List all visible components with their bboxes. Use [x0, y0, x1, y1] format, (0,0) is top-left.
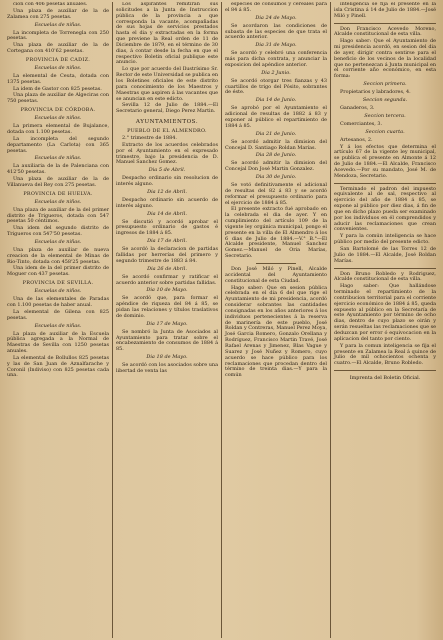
subheading: Seccion tercera.: [364, 112, 406, 119]
paragraph: Se acordó admitir la dimision del Concejal D. Santiago Roldan Marías.: [225, 138, 327, 151]
paragraph: Extracto de los acuerdos celebrados por el Ayuntamiento en el expresado trimestre, bajo la presidencia de D. Manuel Sanchez Gomez.: [116, 141, 218, 166]
paragraph: El presente extracto fué aprobado en la celebrada el dia de ayer. Y en cumplimiento del artículo 109 de la vigente ley orgánica municipal, pongo el presente en la villa de El Almendro á los 6 dias de Julio de 1884.—V.° B.°—El Alcalde presidente, Manuel Sanchez Gomez.—Manuel de Oria Marías, Secretario.: [225, 206, 327, 260]
subheading: Dia 26 de Abril.: [147, 265, 187, 272]
paragraph: Se acordó la declaracion de partidas fallidas por herrerías del primero y segundo trimestre de 1883 á 84.: [116, 246, 218, 264]
paragraph: Y para la común inteligencia se hace público por medio del presente edicto.: [334, 233, 436, 246]
paragraph: Se acordó otorgar tres fianzas y 43 cuartillos de trigo del Pósito, sobrantes de éste.: [225, 77, 327, 96]
subheading: Escuelas de niñas.: [34, 21, 82, 28]
paragraph: Hago saber: Que hallándose terminado el repartimiento de la contribucion territorial para el corriente ejercicio económico de 1884 á 85, queda expuesto al público en la Secretaría de este Ayuntamiento por término de ocho dias, dentro de cuyo plazo se oirán y serán resueltas las reclamaciones que se deduzcan por error ó equivocacion en la aplicacion del tanto por ciento.: [334, 283, 436, 342]
paragraph: Una plaza de auxiliar de Algeciras con 750 pesetas.: [7, 92, 109, 105]
paragraph: Se acordaron las condiciones de subasta de las especies de que trata el acuerdo anterior.: [225, 22, 327, 41]
divider: [334, 183, 436, 184]
subheading: Dia 12 de Abril.: [147, 188, 187, 195]
subheading: Dia 17 de Abril.: [147, 238, 187, 245]
imprint-line: Imprenta del Boletin Oficial.: [349, 375, 421, 382]
paragraph: 2.° trimestre de 1884.: [122, 135, 177, 142]
paragraph: Una plaza de auxiliar de la de Zalamea con 275 pesetas.: [7, 7, 109, 20]
paragraph: Comerciantes, 3.: [340, 120, 383, 127]
paragraph: inteligencia se fija el presente en la isla Cristina á 14 de Julio de 1884.—José Miló y Pinell.: [334, 2, 436, 19]
page-columns: [4, 2, 439, 638]
subheading: Dia 2 Junio.: [261, 69, 291, 76]
divider: [334, 268, 436, 269]
section-heading: PROVINCIA DE HUELVA.: [23, 190, 93, 197]
paragraph: Una idem del segundo distrito de Trigueros con 547'50 pesetas.: [7, 225, 109, 238]
paragraph: Los aspirantes remitirán sus solicitudes a la Junta de Instruccion pública de la provincia a que corresponda la vacante, acompañadas de sus hojas de servicios prestados hasta el dia y extractadas en la forma que previene la Real orden de 11 de Diciembre de 1879, en el término de 30 dias, á contar desde la fecha en que el respectivo Boletin oficial publique este anuncio.: [116, 2, 218, 66]
divider: [334, 370, 436, 371]
paragraph: Artesanos, 2.: [340, 136, 373, 143]
subheading: Dia 31 de Mayo.: [255, 42, 297, 49]
subheading: Seccion primera.: [363, 81, 407, 88]
subheading: Escuelas de niños.: [34, 198, 82, 205]
paragraph: Se acordó que, para formar el apéndice de riqueza del 84 á 85, se pidan las relaciones y títulos traslativos de dominio.: [116, 295, 218, 319]
subheading: Dia 18 de Mayo.: [146, 354, 188, 361]
paragraph: Y á los efectos que determina el artículo 67 de la vigente ley municipal, se publica el presente en Almonte á 12 de Julio de 1884.—El Alcalde, Francisco Acevedo.—Por su mandato, José M. de Mendoza, Secretario.: [334, 143, 436, 179]
subheading: Escuelas de niños.: [34, 288, 82, 295]
paragraph: Despacho ordinario sin acuerdo de interés alguno.: [116, 196, 218, 209]
paragraph: Se acordó con los asociados sobre una libertad de venta las: [116, 362, 218, 374]
section-title: AYUNTAMIENTOS.: [135, 119, 199, 126]
paragraph: La elemental de Gilena con 825 pesetas.: [7, 308, 109, 321]
paragraph: La auxiliaria de la de Palenciana con 412'50 pesetas.: [7, 163, 109, 176]
paragraph: Ganaderos, 3.: [340, 104, 375, 111]
subheading: Dia 5 de Abril.: [148, 167, 186, 174]
subheading: Dia 10 de Mayo.: [146, 287, 188, 294]
paragraph: Se votó definitivamente el adicional de resultas del 82 á 83 y se acordó reformar el presupuesto ordinario para el ejercicio de 1884 á 85.: [225, 182, 327, 206]
paragraph: Terminado el padron del impuesto equivalente al de sal, respectivo al ejercicio del año de 1884 á 85, se expone al público por diez dias, á fin de que en dicho plazo pueda ser examinado por los individuos en él comprendidos y aducir las reclamaciones que crean convenientes.: [334, 185, 436, 233]
paragraph: Una plaza de auxiliar de la de Cortegana con 410'62 pesetas.: [7, 42, 109, 55]
subheading: Escuelas de niñas.: [34, 238, 82, 245]
paragraph: Una plaza de auxiliar de la de Villanueva del Rey con 275 pesetas.: [7, 176, 109, 188]
paragraph: Lo que por acuerdo del Ilustrísimo Sr. Rector de este Universidad se publica en los Boletines oficiales de este distrito para conocimiento de los Maestros y Maestras que aspiren á las vacantes que se anuncian en este edicto.: [116, 66, 218, 102]
subheading: Dia 30 de Junio.: [255, 174, 297, 181]
divider: [256, 263, 297, 264]
paragraph: Don Bruno Robledo y Rodriguez, Alcalde constitucional de esta villa.: [334, 270, 436, 283]
section-heading: PUEBLO DE EL ALMENDRO.: [127, 128, 207, 135]
paragraph: Se acordó y celebró una conferencia más para dicha contrata, y anunciar la exposicion del apéndice anterior.: [225, 50, 327, 68]
paragraph: La incompleta del segundo departamento (La Carlota) con 365 pesetas.: [7, 135, 109, 154]
subheading: Dia 17 de Mayo.: [146, 320, 188, 327]
column-2: [112, 2, 221, 638]
section-heading: PROVINCIA DE CÓRDOBA.: [20, 107, 96, 114]
paragraph: La elemental de Ceuta, dotada con 1375 pesetas.: [7, 72, 109, 85]
section-heading: PROVINCIA DE SEVILLA.: [22, 280, 94, 287]
paragraph: La primera elemental de Bujalance, dotada con 1.100 pesetas.: [7, 123, 109, 135]
paragraph: La incompleta de Torrenegla con 250 pesetas.: [7, 29, 109, 42]
subheading: Dia 14 de Junio.: [255, 97, 297, 104]
subheading: Escuelas de niños.: [34, 115, 82, 122]
paragraph: Se acordó confirmar y ratificar el acuerdo anterior sobre partidas fallidas.: [116, 273, 218, 286]
paragraph: Se nombró la Junta de Asociados al Ayuntamiento para tratar sobre el encabezamiento de consumos de 1884 á 85.: [116, 328, 218, 353]
subheading: Dia 24 de Mayo.: [255, 14, 297, 21]
paragraph: Una idem de la del primer distrito de Moguer con 437 pesetas.: [7, 265, 109, 278]
paragraph: cion con 406 pesetas anuales.: [13, 2, 88, 7]
paragraph: Se discutió y acordó aprobar el presupuesto ordinario de gastos é ingresos de 1884 á 85.: [116, 218, 218, 237]
paragraph: Una de las elementales de Paradas con 1.100 pesetas de haber anual.: [7, 296, 109, 308]
section-heading: PROVINCIA DE CADIZ.: [25, 56, 91, 63]
column-4: [330, 2, 439, 638]
paragraph: Don José Miló y Pinell, Alcalde accidental del Ayuntamiento constitucional de esta Ciudad.: [225, 266, 327, 284]
paragraph: Despacho ordinario sin resolucion de interés alguno.: [116, 175, 218, 188]
paragraph: San Bartolomé de las Torres 12 de Julio de 1884.—El Alcalde, José Roldan Marías.: [334, 246, 436, 264]
subheading: Dia 14 de Abril.: [147, 210, 187, 217]
subheading: Escuelas de niños.: [34, 64, 82, 71]
paragraph: Hago saber: Que el Ayuntamiento de mi presidencia acordó, en sesion del dia de ayer, dirigir contra sentirse para el beneficio de los vecinos de la localidad que no pertenezcan á Junta municipal en el corriente año económico, en esta forma:: [334, 38, 436, 80]
subheading: Seccion cuarta.: [365, 128, 405, 135]
paragraph: La elemental de Bollullos 825 pesetas y las de San Juan de Aznalfarache y Coronil (Indiviso) con 825 pesetas cada una.: [7, 354, 109, 379]
subheading: Escuelas de niñas.: [34, 155, 82, 162]
subheading: Seccion segunda.: [362, 96, 408, 103]
subheading: Dia 21 de Junio.: [255, 130, 297, 137]
column-3: [221, 2, 330, 638]
paragraph: Sevilla 12 de Julio de 1884.—El Secretario general, Diego Perez Martin.: [116, 102, 218, 115]
column-1: [4, 2, 112, 638]
paragraph: Una plaza de auxiliar de nueva creacion de la elemental de Minas de Rio-Tinto, dotada con 458'25 pesetas.: [7, 246, 109, 265]
paragraph: Una plaza de auxiliar de la del primer distrito de Trigueros, dotada con 547 pesetas 50 céntimos.: [7, 206, 109, 225]
paragraph: Y para la comun inteligencia se fija el presente en Zalamea la Real á quince de Julio de mil ochocientos ochenta y cuatro.—El Alcalde, Bruno Robledo.: [334, 342, 436, 367]
subheading: Escuelas de niñas.: [34, 322, 82, 329]
paragraph: Hago saber: Que en sesion pública celebrada en el dia 6 del que rige el Ayuntamiento de mi presidencia, acordó considerar sobrantes las cantidades consignadas en los años anteriores á los individuos pertenecientes á la reserva de marinería de este pueblo, José Roldan y Contreras, Manuel Perez Moya, José Garcia Romero, Gonzalo Orellana y Rodríguez, Francisco Martin Travé, José Rafael Arenas y Jimenez, Blas Vague y Suarez y José Nuñez y Romero, cuyo acuerdo se hace público para los reclamaciones que procedan dentro del término de treinta dias.—Y para la común: [225, 284, 327, 379]
paragraph: La idem de Gastor con 825 pesetas.: [13, 85, 102, 92]
paragraph: Se aprobó por el Ayuntamiento el adicional de resultas de 1882 á 83 y exponer al público el repartimiento de 1884 á 85.: [225, 105, 327, 129]
subheading: Dia 28 de Junio.: [255, 152, 297, 159]
divider: [334, 23, 436, 24]
paragraph: Propietarios y labradores, 4.: [340, 89, 411, 96]
paragraph: Se acordó admitir la dimision del Concejal Don José Martin Gonzalez.: [225, 160, 327, 173]
paragraph: Don Francisco Acevedo Moreno, Alcalde constitucional de esta villa.: [334, 25, 436, 38]
paragraph: La plaza de auxiliar de la Escuela pública agregada a la Normal de Maestras de Sevilla con 1250 pesetas anuales.: [7, 330, 109, 355]
paragraph: especies de consumos y cereales para el 84 á 85.: [225, 2, 327, 13]
